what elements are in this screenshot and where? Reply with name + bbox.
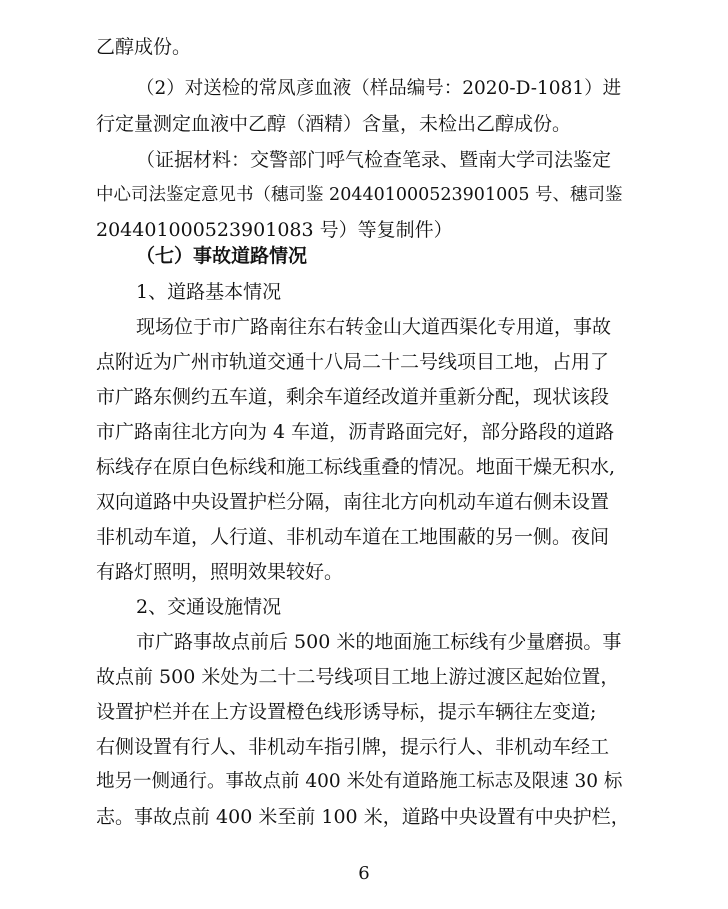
page-number: 6 <box>358 863 370 884</box>
text-line: 非机动车道，人行道、非机动车道在工地围蔽的另一侧。夜间 <box>96 526 610 548</box>
text-line: 志。事故点前 400 米至前 100 米，道路中央设置有中央护栏， <box>96 806 630 828</box>
text-line: 点附近为广州市轨道交通十八局二十二号线项目工地，占用了 <box>96 351 610 373</box>
text-line: 有路灯照明，照明效果较好。 <box>96 561 344 583</box>
text-line: 行定量测定血液中乙醇（酒精）含量，未检出乙醇成份。 <box>96 113 572 135</box>
text-line: 现场位于市广路南往东右转金山大道西渠化专用道，事故 <box>136 316 612 338</box>
text-line: 乙醇成份。 <box>96 36 192 58</box>
text-line: 市广路南往北方向为 4 车道，沥青路面完好，部分路段的道路 <box>96 421 615 443</box>
text-line: 地另一侧通行。事故点前 400 米处有道路施工标志及限速 30 标 <box>96 771 623 792</box>
text-line: 204401000523901083 号）等复制件） <box>96 219 453 241</box>
text-line: 双向道路中央设置护栏分隔，南往北方向机动车道右侧未设置 <box>96 491 610 513</box>
text-line: 市广路事故点前后 500 米的地面施工标线有少量磨损。事 <box>136 631 622 653</box>
text-line: 故点前 500 米处为二十二号线项目工地上游过渡区起始位置， <box>96 666 620 688</box>
text-line: 右侧设置有行人、非机动车指引牌，提示行人、非机动车经工 <box>96 736 610 758</box>
text-line: 市广路东侧约五车道，剩余车道经改道并重新分配，现状该段 <box>96 386 610 408</box>
text-line: （证据材料：交警部门呼气检查笔录、暨南大学司法鉴定 <box>136 149 612 171</box>
section-heading: （七）事故道路情况 <box>136 245 308 267</box>
subsection-heading: 2、交通设施情况 <box>136 596 282 618</box>
text-line: 设置护栏并在上方设置橙色线形诱导标，提示车辆往左变道; <box>96 701 597 723</box>
subsection-heading: 1、道路基本情况 <box>136 281 282 303</box>
text-line: （2）对送检的常凤彦血液（样品编号：2020-D-1081）进 <box>136 78 622 99</box>
text-line: 标线存在原白色标线和施工标线重叠的情况。地面干燥无积水, <box>96 456 616 478</box>
text-line: 中心司法鉴定意见书（穗司鉴 204401000523901005 号、穗司鉴 <box>96 185 623 205</box>
